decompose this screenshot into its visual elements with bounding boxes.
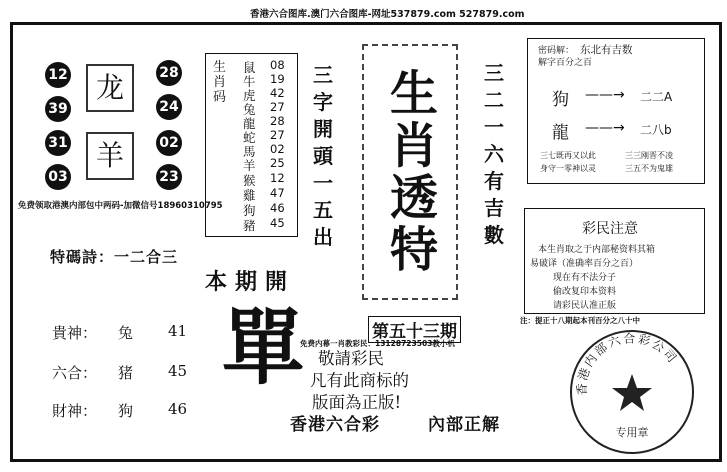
zodiac-number: 42 xyxy=(270,86,285,100)
notice-line: 易破译（准确率百分之百） xyxy=(530,259,639,269)
main-title-char: 透 xyxy=(389,170,438,226)
vertical-slogan-char: 頭 xyxy=(313,144,333,168)
zodiac-animal: 馬 xyxy=(243,144,256,159)
number-ball: 02 xyxy=(156,130,182,156)
vertical-slogan-char: 六 xyxy=(484,142,504,166)
vertical-slogan-char: 出 xyxy=(313,225,333,249)
zodiac-number: 27 xyxy=(270,100,285,114)
deity-label: 財神： xyxy=(52,402,98,420)
zodiac-number: 08 xyxy=(270,58,285,72)
clue-label: 解字百分之百 xyxy=(538,58,593,68)
clue-label: 密码解： xyxy=(538,46,575,56)
deity-label: 六合： xyxy=(52,364,98,382)
contact-note: 免费领取港澳内部包中两码-加微信号18960310795 xyxy=(18,201,223,211)
vertical-slogan-char: 開 xyxy=(313,117,333,141)
clue-text: 三七既再又以此 xyxy=(540,151,596,160)
number-ball: 28 xyxy=(156,60,182,86)
number-ball: 31 xyxy=(45,130,71,156)
zodiac-animal: 猴 xyxy=(243,173,256,188)
zodiac-number: 27 xyxy=(270,128,285,142)
issue-number: 第五十三期 xyxy=(368,316,461,343)
arrow-icon: ——→ xyxy=(585,120,625,136)
calligraphy-line: 敬請彩民 xyxy=(318,349,384,368)
deity-animal: 兔 xyxy=(118,324,134,342)
zodiac-number: 28 xyxy=(270,114,285,128)
header-text: 香港六合图库.澳门六合图库-网址537879.com 527879.com xyxy=(250,9,525,20)
number-ball: 23 xyxy=(156,164,182,190)
zodiac-number: 46 xyxy=(270,201,285,215)
vertical-slogan-char: 數 xyxy=(484,223,504,247)
clue-animal: 狗 xyxy=(552,90,569,110)
clue-animal: 龍 xyxy=(552,123,569,143)
number-ball: 24 xyxy=(156,94,182,120)
clue-text: 三五不为鬼雄 xyxy=(625,164,673,173)
vertical-slogan-char: 五 xyxy=(313,198,333,222)
deity-number: 46 xyxy=(168,400,188,418)
zodiac-animal: 鼠 xyxy=(243,60,256,75)
main-title-char: 特 xyxy=(389,222,438,278)
deity-number: 45 xyxy=(168,362,188,380)
zodiac-number: 02 xyxy=(270,142,285,156)
arrow-icon: ——→ xyxy=(585,87,625,103)
zodiac-animal: 虎 xyxy=(243,88,256,103)
number-ball: 39 xyxy=(45,96,71,122)
zodiac-number: 47 xyxy=(270,186,285,200)
notice-line: 现在有不法分子 xyxy=(553,273,617,283)
special-code-poem: 特碼詩：一二合三 xyxy=(50,248,179,266)
notice-footnote: 注：提正十八期起本刊百分之八十中 xyxy=(520,316,640,325)
main-title-char: 肖 xyxy=(389,118,438,174)
free-tip-note: 免费内幕一肖教彩民：13128723503教小机 xyxy=(300,339,455,348)
zodiac-animal: 牛 xyxy=(243,74,256,89)
zodiac-animal: 蛇 xyxy=(243,130,256,145)
calligraphy-line: 版面為正版! xyxy=(312,393,402,412)
vertical-slogan-char: 一 xyxy=(484,115,504,139)
vertical-slogan-char: 一 xyxy=(313,171,333,195)
zodiac-animal: 羊 xyxy=(243,158,256,173)
notice-line: 本生肖取之于内部秘资料其箱 xyxy=(538,245,656,255)
seal-ring-text: 香港内部六合彩公司 xyxy=(574,332,681,396)
main-title-char: 生 xyxy=(389,66,438,122)
clue-value: 二二A xyxy=(640,90,673,104)
notice-title: 彩民注意 xyxy=(582,221,638,237)
calligraphy-line: 凡有此商标的 xyxy=(310,371,409,390)
clue-value: 二八b xyxy=(640,123,672,137)
zodiac-animal: 兔 xyxy=(243,102,256,117)
zodiac-table-label: 生肖码 xyxy=(213,60,227,105)
zodiac-animal: 龍 xyxy=(243,116,256,131)
notice-line: 偷改复印本资料 xyxy=(553,287,617,297)
deity-animal: 猪 xyxy=(118,364,134,382)
zodiac-number: 12 xyxy=(270,171,285,185)
zodiac-animal: 雞 xyxy=(243,188,256,203)
vertical-slogan-char: 三 xyxy=(484,61,504,85)
vertical-slogan-char: 字 xyxy=(313,90,333,114)
number-ball: 12 xyxy=(45,62,71,88)
zodiac-animal: 狗 xyxy=(243,203,256,218)
zodiac-char-box: 龙 xyxy=(86,64,134,112)
seal-bottom-text: 专用章 xyxy=(615,426,649,439)
zodiac-char-box: 羊 xyxy=(86,132,134,180)
company-seal xyxy=(570,330,694,454)
clue-text: 三三刚晋不凌 xyxy=(625,151,673,160)
number-ball: 03 xyxy=(45,164,71,190)
this-issue-label: 本期開 xyxy=(205,269,296,295)
footer-right: 內部正解 xyxy=(428,415,500,435)
zodiac-number: 19 xyxy=(270,72,285,86)
vertical-slogan-char: 三 xyxy=(313,63,333,87)
deity-number: 41 xyxy=(168,322,188,340)
single-big-char: 單 xyxy=(222,300,305,396)
star-icon xyxy=(612,374,652,411)
vertical-slogan-char: 二 xyxy=(484,88,504,112)
vertical-slogan-char: 有 xyxy=(484,169,504,193)
deity-label: 貴神： xyxy=(52,324,98,342)
footer-left: 香港六合彩 xyxy=(290,415,380,435)
notice-line: 请彩民认准正版 xyxy=(553,301,617,311)
clue-handwritten: 东北有吉数 xyxy=(580,44,633,56)
zodiac-number: 25 xyxy=(270,156,285,170)
svg-text:香港内部六合彩公司 xyxy=(575,332,681,395)
zodiac-animal: 豬 xyxy=(243,218,256,233)
vertical-slogan-char: 吉 xyxy=(484,196,504,220)
zodiac-number: 45 xyxy=(270,216,285,230)
deity-animal: 狗 xyxy=(118,402,134,420)
clue-text: 身守一零神以灵 xyxy=(540,164,596,173)
